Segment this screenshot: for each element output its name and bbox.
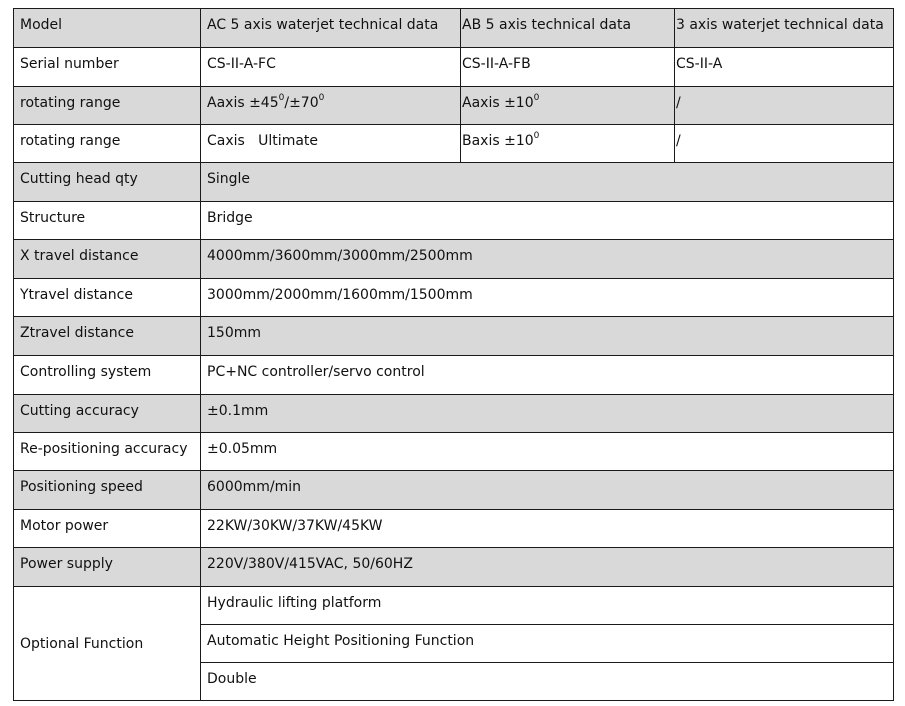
table-row	[14, 163, 894, 202]
row-label: X travel distance	[14, 240, 201, 279]
table-row	[14, 240, 894, 279]
table-row	[14, 548, 894, 587]
row-label: Structure	[14, 202, 201, 240]
technical-data-table	[13, 8, 894, 701]
table-row	[14, 471, 894, 510]
header-3-axis: 3 axis waterjet technical data	[675, 9, 894, 48]
table-row	[14, 279, 894, 317]
header-model: Model	[14, 9, 201, 48]
row-label: Positioning speed	[14, 471, 201, 510]
rotating-range-3axis: /	[675, 87, 894, 125]
row-label: Motor power	[14, 510, 201, 548]
serial-ab5: CS-II-A-FB	[461, 48, 675, 87]
degree-sup: 0	[278, 93, 285, 104]
rotating-range-ac5	[201, 87, 461, 125]
table-row	[14, 433, 894, 471]
rotating-b-text: Baxis ±10	[462, 133, 534, 149]
row-value: 220V/380V/415VAC, 50/60HZ	[201, 548, 894, 587]
row-label: Ytravel distance	[14, 279, 201, 317]
row-value: 6000mm/min	[201, 471, 894, 510]
row-value: 150mm	[201, 317, 894, 356]
table-row	[14, 9, 894, 48]
table-row	[14, 87, 894, 125]
rotating-range-ab5	[461, 87, 675, 125]
table-row	[14, 48, 894, 87]
row-label: Re-positioning accuracy	[14, 433, 201, 471]
optional-item: Hydraulic lifting platform	[201, 587, 894, 625]
rotating-range-label: rotating range	[14, 87, 201, 125]
table-row	[14, 587, 894, 625]
optional-function-label: Optional Function	[14, 587, 201, 701]
row-label: Ztravel distance	[14, 317, 201, 356]
rotating-ab-text: Aaxis ±10	[462, 95, 534, 111]
table-row	[14, 510, 894, 548]
rotating-a-text-2: /±70	[284, 95, 319, 111]
rotating-range-label-2: rotating range	[14, 125, 201, 163]
row-value: Single	[201, 163, 894, 202]
table-row	[14, 395, 894, 433]
row-value: ±0.1mm	[201, 395, 894, 433]
table-row	[14, 125, 894, 163]
degree-sup: 0	[318, 93, 325, 104]
serial-ac5: CS-II-A-FC	[201, 48, 461, 87]
header-ab5-axis: AB 5 axis technical data	[461, 9, 675, 48]
degree-sup: 0	[533, 131, 540, 142]
table-row	[14, 317, 894, 356]
row-label: Cutting head qty	[14, 163, 201, 202]
rotating-range-3axis-2: /	[675, 125, 894, 163]
row-value: 3000mm/2000mm/1600mm/1500mm	[201, 279, 894, 317]
row-label: Power supply	[14, 548, 201, 587]
serial-label: Serial number	[14, 48, 201, 87]
rotating-a-text: Aaxis ±45	[207, 95, 279, 111]
rotating-range-ab5-2	[461, 125, 675, 163]
degree-sup: 0	[533, 93, 540, 104]
row-value: Bridge	[201, 202, 894, 240]
row-label: Controlling system	[14, 356, 201, 395]
row-label: Cutting accuracy	[14, 395, 201, 433]
rotating-range-ac5-2: Caxis Ultimate	[201, 125, 461, 163]
optional-item: Automatic Height Positioning Function	[201, 625, 894, 663]
optional-item: Double	[201, 663, 894, 701]
header-ac5-axis: AC 5 axis waterjet technical data	[201, 9, 461, 48]
row-value: ±0.05mm	[201, 433, 894, 471]
table-row	[14, 202, 894, 240]
table-row	[14, 356, 894, 395]
row-value: 4000mm/3600mm/3000mm/2500mm	[201, 240, 894, 279]
row-value: PC+NC controller/servo control	[201, 356, 894, 395]
row-value: 22KW/30KW/37KW/45KW	[201, 510, 894, 548]
serial-3axis: CS-II-A	[675, 48, 894, 87]
